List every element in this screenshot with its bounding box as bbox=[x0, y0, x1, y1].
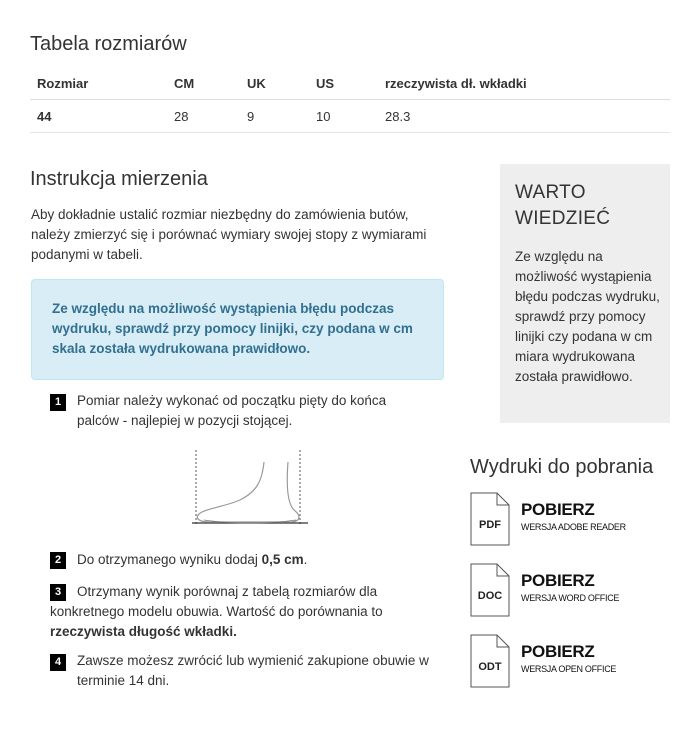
good-to-know-title-line1: WARTO bbox=[515, 182, 586, 203]
size-table bbox=[30, 68, 670, 133]
size-table-header-row bbox=[30, 68, 670, 100]
step-3-text-bold: rzeczywista długość wkładki. bbox=[50, 624, 237, 639]
step-3-text-pre: Otrzymany wynik porównaj z tabelą rozmiarów dla konkretnego modelu obuwia. Wartość do porównania to bbox=[50, 584, 383, 619]
download-doc[interactable] bbox=[470, 563, 670, 619]
download-odt[interactable] bbox=[470, 634, 670, 690]
step-2-text bbox=[77, 550, 417, 570]
good-to-know-title bbox=[515, 180, 665, 232]
step-4-number: 4 bbox=[50, 654, 66, 671]
step-2-text-post: . bbox=[303, 552, 308, 567]
foot-outline bbox=[197, 462, 299, 522]
instructions-title: Instrukcja mierzenia bbox=[30, 168, 208, 190]
cell-cm: 28 bbox=[167, 100, 240, 133]
download-doc-label[interactable]: POBIERZ bbox=[521, 571, 595, 590]
step-4-text: Zawsze możesz zwrócić lub wymienić zakupione obuwie w terminie 14 dni. bbox=[77, 653, 429, 688]
download-odt-label[interactable]: POBIERZ bbox=[521, 642, 595, 661]
step-1-text: Pomiar należy wykonać od początku pięty do końca palców - najlepiej w pozycji stojącej. bbox=[77, 393, 387, 428]
download-pdf[interactable] bbox=[470, 492, 670, 548]
step-3-number: 3 bbox=[50, 584, 66, 601]
foot-measure-illustration bbox=[190, 448, 310, 528]
col-header-uk: UK bbox=[240, 68, 309, 100]
good-to-know-text: Ze względu na możliwość wystąpienia błędu podczas wydruku, sprawdź przy pomocy linijki czy podana w cm miara wydrukowana została prawidłowo. bbox=[515, 249, 660, 384]
download-doc-sub: WERSJA WORD OFFICE bbox=[521, 593, 620, 603]
step-2-text-pre: Do otrzymanego wyniku dodaj bbox=[77, 552, 262, 567]
instructions-intro: Aby dokładnie ustalić rozmiar niezbędny do zamówienia butów, należy zmierzyć się i porównać wymiary swojej stopy z wymiarami podanymi w tabeli. bbox=[31, 207, 427, 262]
col-header-us: US bbox=[309, 68, 378, 100]
doc-file-icon bbox=[470, 563, 510, 617]
step-2-number: 2 bbox=[50, 552, 66, 569]
col-header-size: Rozmiar bbox=[30, 68, 167, 100]
downloads-title: Wydruki do pobrania bbox=[470, 456, 654, 478]
odt-icon-label: ODT bbox=[478, 661, 502, 673]
size-table-title: Tabela rozmiarów bbox=[30, 33, 187, 55]
cell-size: 44 bbox=[30, 100, 167, 133]
col-header-cm: CM bbox=[167, 68, 240, 100]
download-pdf-sub: WERSJA ADOBE READER bbox=[521, 522, 626, 532]
alert-box bbox=[31, 279, 444, 380]
pdf-icon-label: PDF bbox=[479, 519, 501, 531]
table-row bbox=[30, 100, 670, 133]
download-odt-sub: WERSJA OPEN OFFICE bbox=[521, 664, 617, 674]
step-1-number: 1 bbox=[50, 394, 66, 411]
cell-insole: 28.3 bbox=[378, 100, 670, 133]
doc-icon-label: DOC bbox=[477, 590, 503, 602]
pdf-file-icon bbox=[470, 492, 510, 546]
odt-file-icon bbox=[470, 634, 510, 688]
good-to-know-title-line2: WIEDZIEĆ bbox=[515, 208, 611, 229]
step-3-text bbox=[50, 582, 435, 642]
good-to-know-box bbox=[500, 164, 670, 423]
cell-us: 10 bbox=[309, 100, 378, 133]
alert-text: Ze względu na możliwość wystąpienia błędu podczas wydruku, sprawdź przy pomocy linijki, czy podana w cm skala została wydrukowana prawidłowo. bbox=[52, 301, 413, 356]
step-2-text-bold: 0,5 cm bbox=[261, 552, 304, 567]
col-header-insole: rzeczywista dł. wkładki bbox=[378, 68, 670, 100]
cell-uk: 9 bbox=[240, 100, 309, 133]
download-pdf-label[interactable]: POBIERZ bbox=[521, 500, 595, 519]
